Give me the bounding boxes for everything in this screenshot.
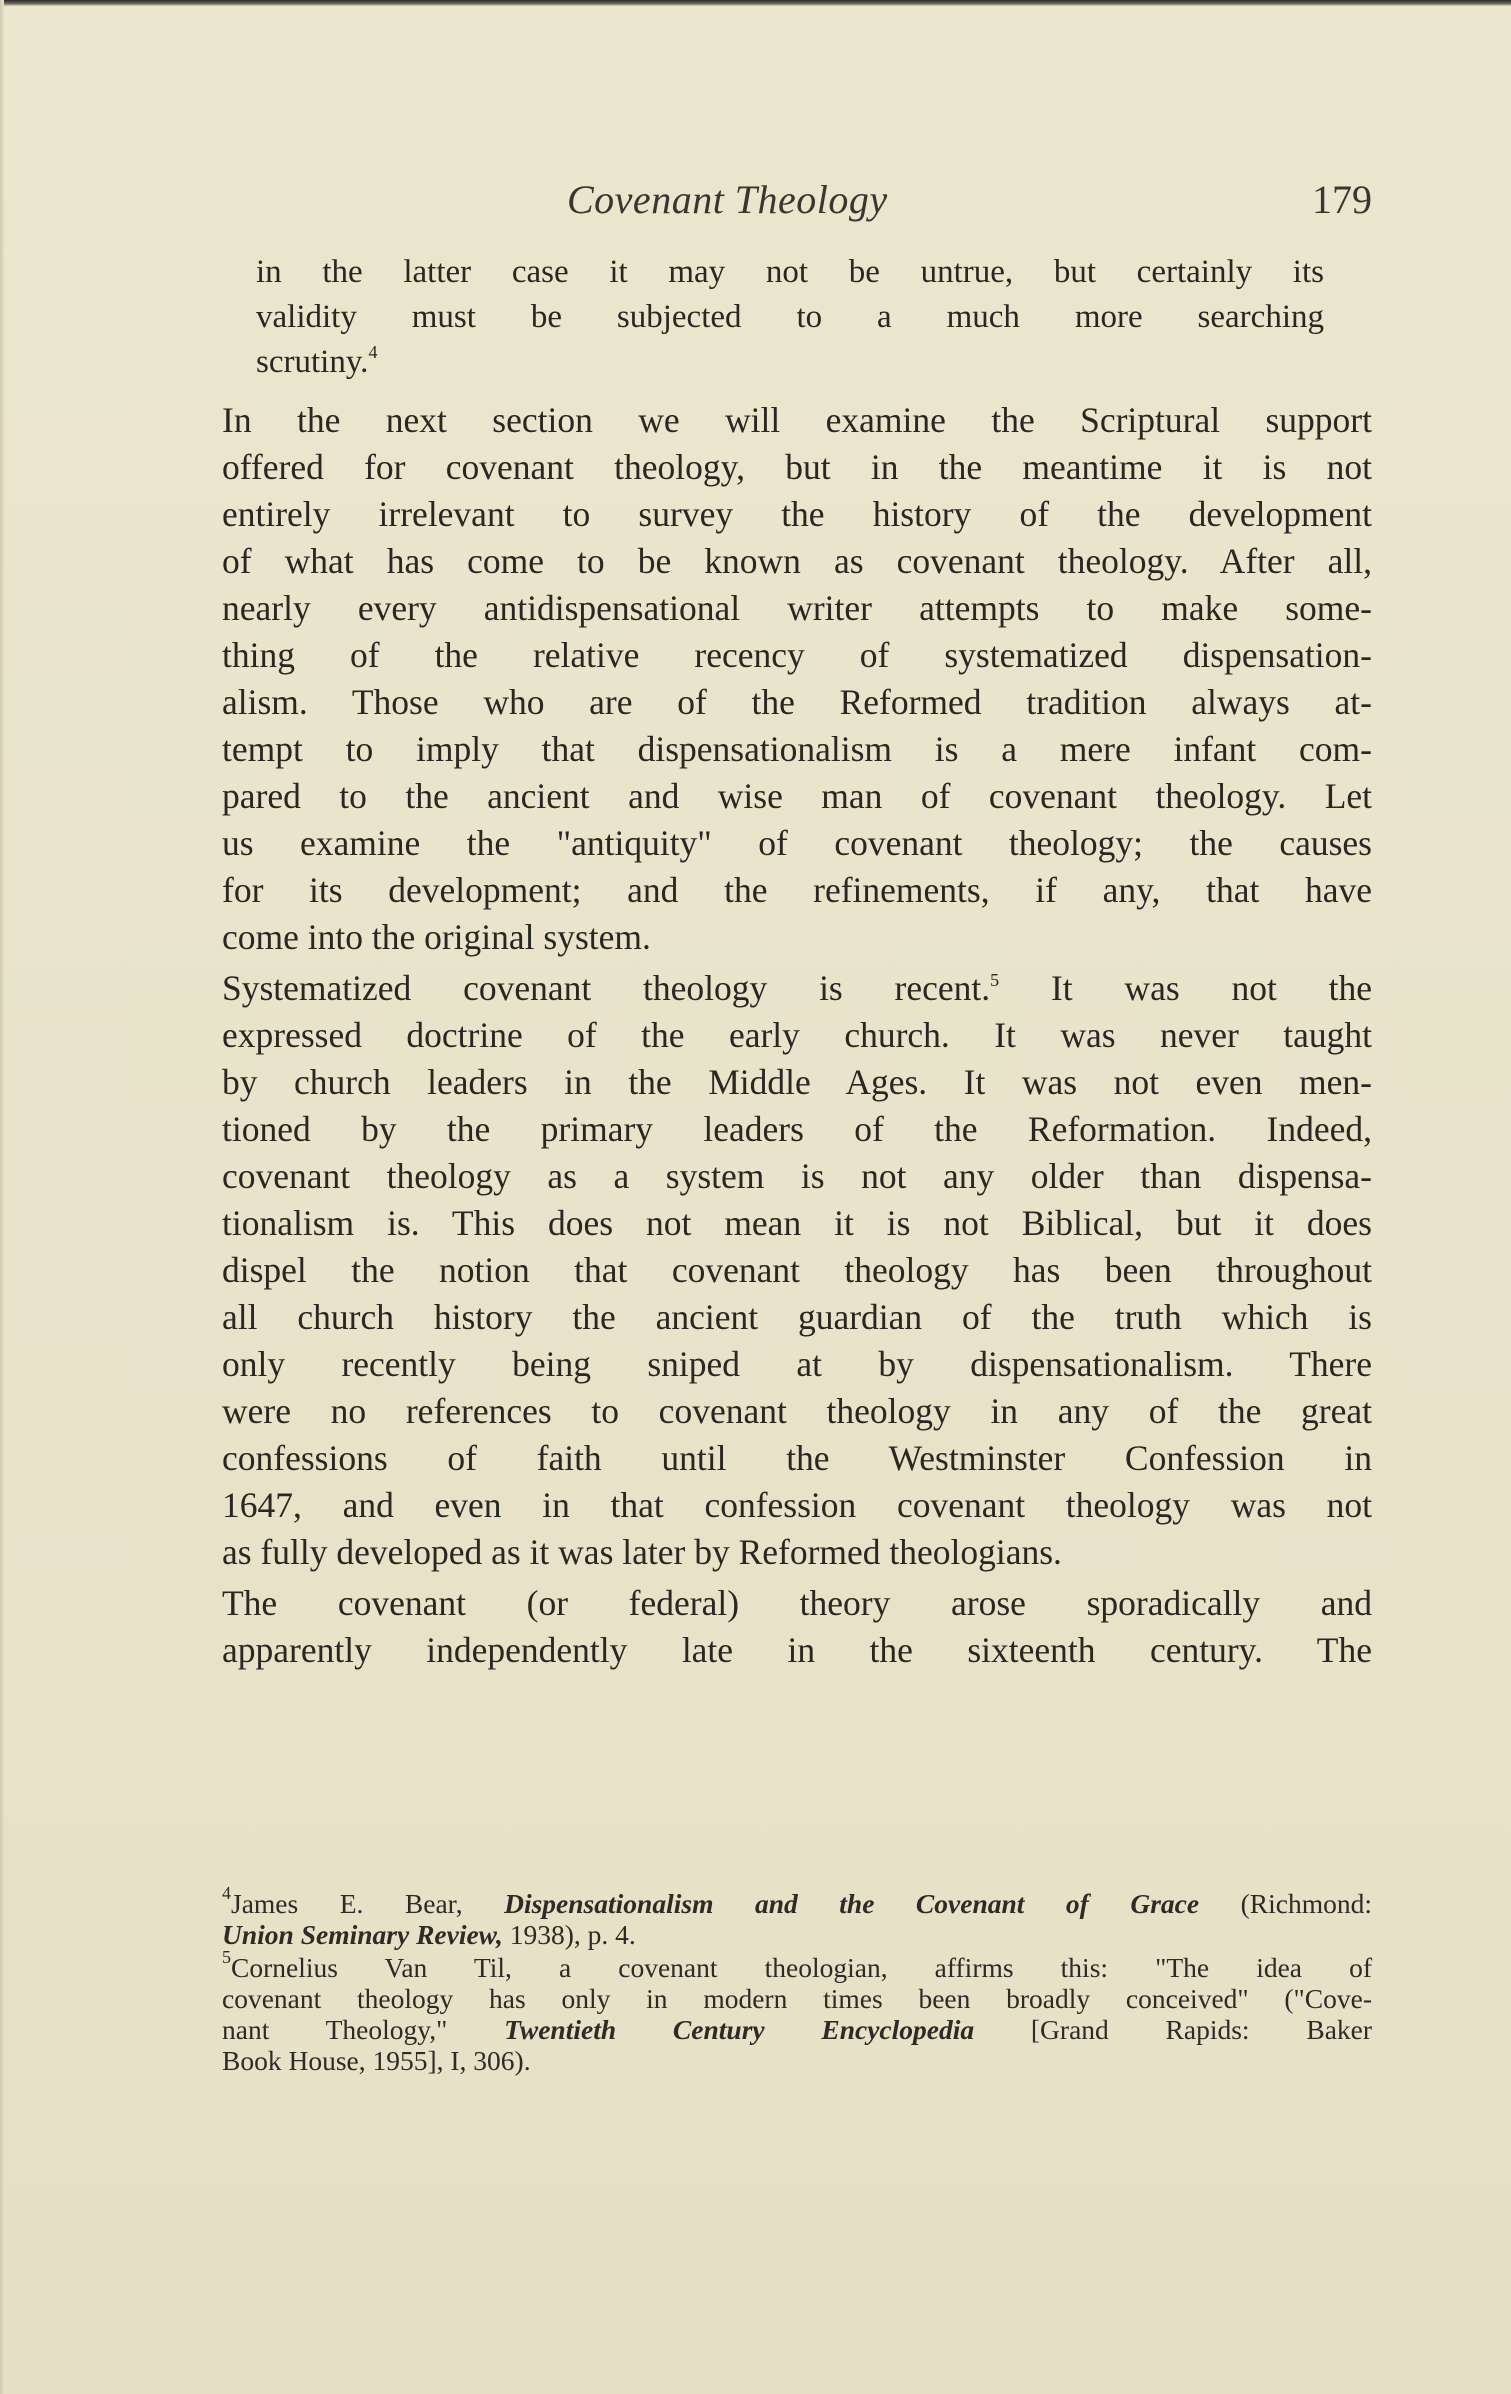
footnote-4-line: [222, 1919, 1372, 1950]
paragraph-line: all church history the ancient guardian of the truth which is: [222, 1297, 1372, 1337]
footnotes: [222, 1883, 1373, 2076]
footnote-text: [Grand Rapids: Baker: [974, 2014, 1373, 2045]
footnote-ref-5: 5: [990, 970, 1000, 990]
paragraph-1: [222, 397, 1372, 961]
paragraph-line: confessions of faith until the Westminster Confession in: [222, 1438, 1372, 1478]
paragraph-line: only recently being sniped at by dispensationalism. There: [222, 1344, 1372, 1384]
paragraph-line: tionalism is. This does not mean it is not Biblical, but it does: [222, 1203, 1372, 1243]
paragraph-line: covenant theology as a system is not any older than dispensa-: [222, 1156, 1372, 1196]
footnote-5-line: [222, 1947, 1372, 1983]
footnote-5-line: Book House, 1955], I, 306).: [222, 2045, 531, 2076]
quote-line: in the latter case it may not be untrue, but certainly its: [256, 254, 1324, 290]
paragraph-line: of what has come to be known as covenant theology. After all,: [222, 541, 1372, 581]
paragraph-line: alism. Those who are of the Reformed tradition always at-: [222, 682, 1372, 722]
paragraph-line: [222, 965, 1372, 1012]
page-number: 179: [1312, 177, 1372, 222]
footnote-ref-4: 4: [368, 342, 378, 362]
paragraph-line: nearly every antidispensational writer attempts to make some-: [222, 588, 1372, 628]
paragraph-line: The covenant (or federal) theory arose sporadically and: [222, 1583, 1372, 1623]
paragraph-line: tioned by the primary leaders of the Reformation. Indeed,: [222, 1109, 1372, 1149]
quote-line-text: scrutiny.: [256, 344, 369, 380]
running-head: [222, 176, 1372, 226]
footnote-5-line: covenant theology has only in modern times been broadly conceived" ("Cove-: [222, 1983, 1372, 2014]
footnote-text: nant Theology,": [222, 2014, 505, 2045]
footnote-4-journal: Union Seminary Review,: [222, 1919, 503, 1950]
footnote-text: 1938), p. 4.: [502, 1919, 636, 1950]
paragraph-line: dispel the notion that covenant theology has been throughout: [222, 1250, 1372, 1290]
block-quote: [256, 250, 1324, 385]
quote-line: validity must be subjected to a much more searching: [256, 299, 1324, 335]
paragraph-line: 1647, and even in that confession covenant theology was not: [222, 1485, 1372, 1525]
paragraph-line: were no references to covenant theology in any of the great: [222, 1391, 1372, 1431]
paragraph-line: by church leaders in the Middle Ages. It was not even men-: [222, 1062, 1372, 1102]
paragraph-line: for its development; and the refinements, if any, that have: [222, 870, 1372, 910]
footnote-text: James E. Bear,: [231, 1888, 505, 1919]
paragraph-line: entirely irrelevant to survey the history of the development: [222, 494, 1372, 534]
footnote-5-encyclopedia: Twentieth Century Encyclopedia: [504, 2014, 975, 2045]
paragraph-line-text: It was not the: [999, 968, 1372, 1008]
paragraph-line: tempt to imply that dispensationalism is a mere infant com-: [222, 729, 1372, 769]
paragraph-line: offered for covenant theology, but in the meantime it is not: [222, 447, 1372, 487]
quote-line: [256, 340, 1324, 385]
footnote-4-line: [222, 1883, 1372, 1919]
page-top-edge: [0, 0, 1511, 6]
paragraph-line: pared to the ancient and wise man of covenant theology. Let: [222, 776, 1372, 816]
footnote-4-number: 4: [222, 1883, 231, 1903]
paragraph-2: [222, 965, 1372, 1576]
footnote-text: (Richmond:: [1199, 1888, 1372, 1919]
paragraph-line-text: Systematized covenant theology is recent.: [222, 968, 991, 1008]
paragraph-line: as fully developed as it was later by Reformed theologians.: [222, 1532, 1062, 1572]
paragraph-line: apparently independently late in the sixteenth century. The: [222, 1630, 1372, 1670]
paragraph-line: In the next section we will examine the Scriptural support: [222, 400, 1372, 440]
running-head-title: Covenant Theology: [567, 177, 888, 222]
footnote-4-book-title: Dispensationalism and the Covenant of Grace: [504, 1888, 1200, 1919]
paragraph-line: expressed doctrine of the early church. It was never taught: [222, 1015, 1372, 1055]
footnote-5-number: 5: [222, 1947, 231, 1967]
paragraph-line: thing of the relative recency of systematized dispensation-: [222, 635, 1372, 675]
page-left-edge: [0, 0, 4, 2394]
footnote-text: Cornelius Van Til, a covenant theologian, affirms this: "The idea of: [231, 1952, 1372, 1983]
paragraph-line: come into the original system.: [222, 917, 651, 957]
body-text: [222, 250, 1372, 1678]
paragraph-3: [222, 1580, 1372, 1674]
footnote-5-line: [222, 2014, 1372, 2045]
paragraph-line: us examine the "antiquity" of covenant theology; the causes: [222, 823, 1372, 863]
